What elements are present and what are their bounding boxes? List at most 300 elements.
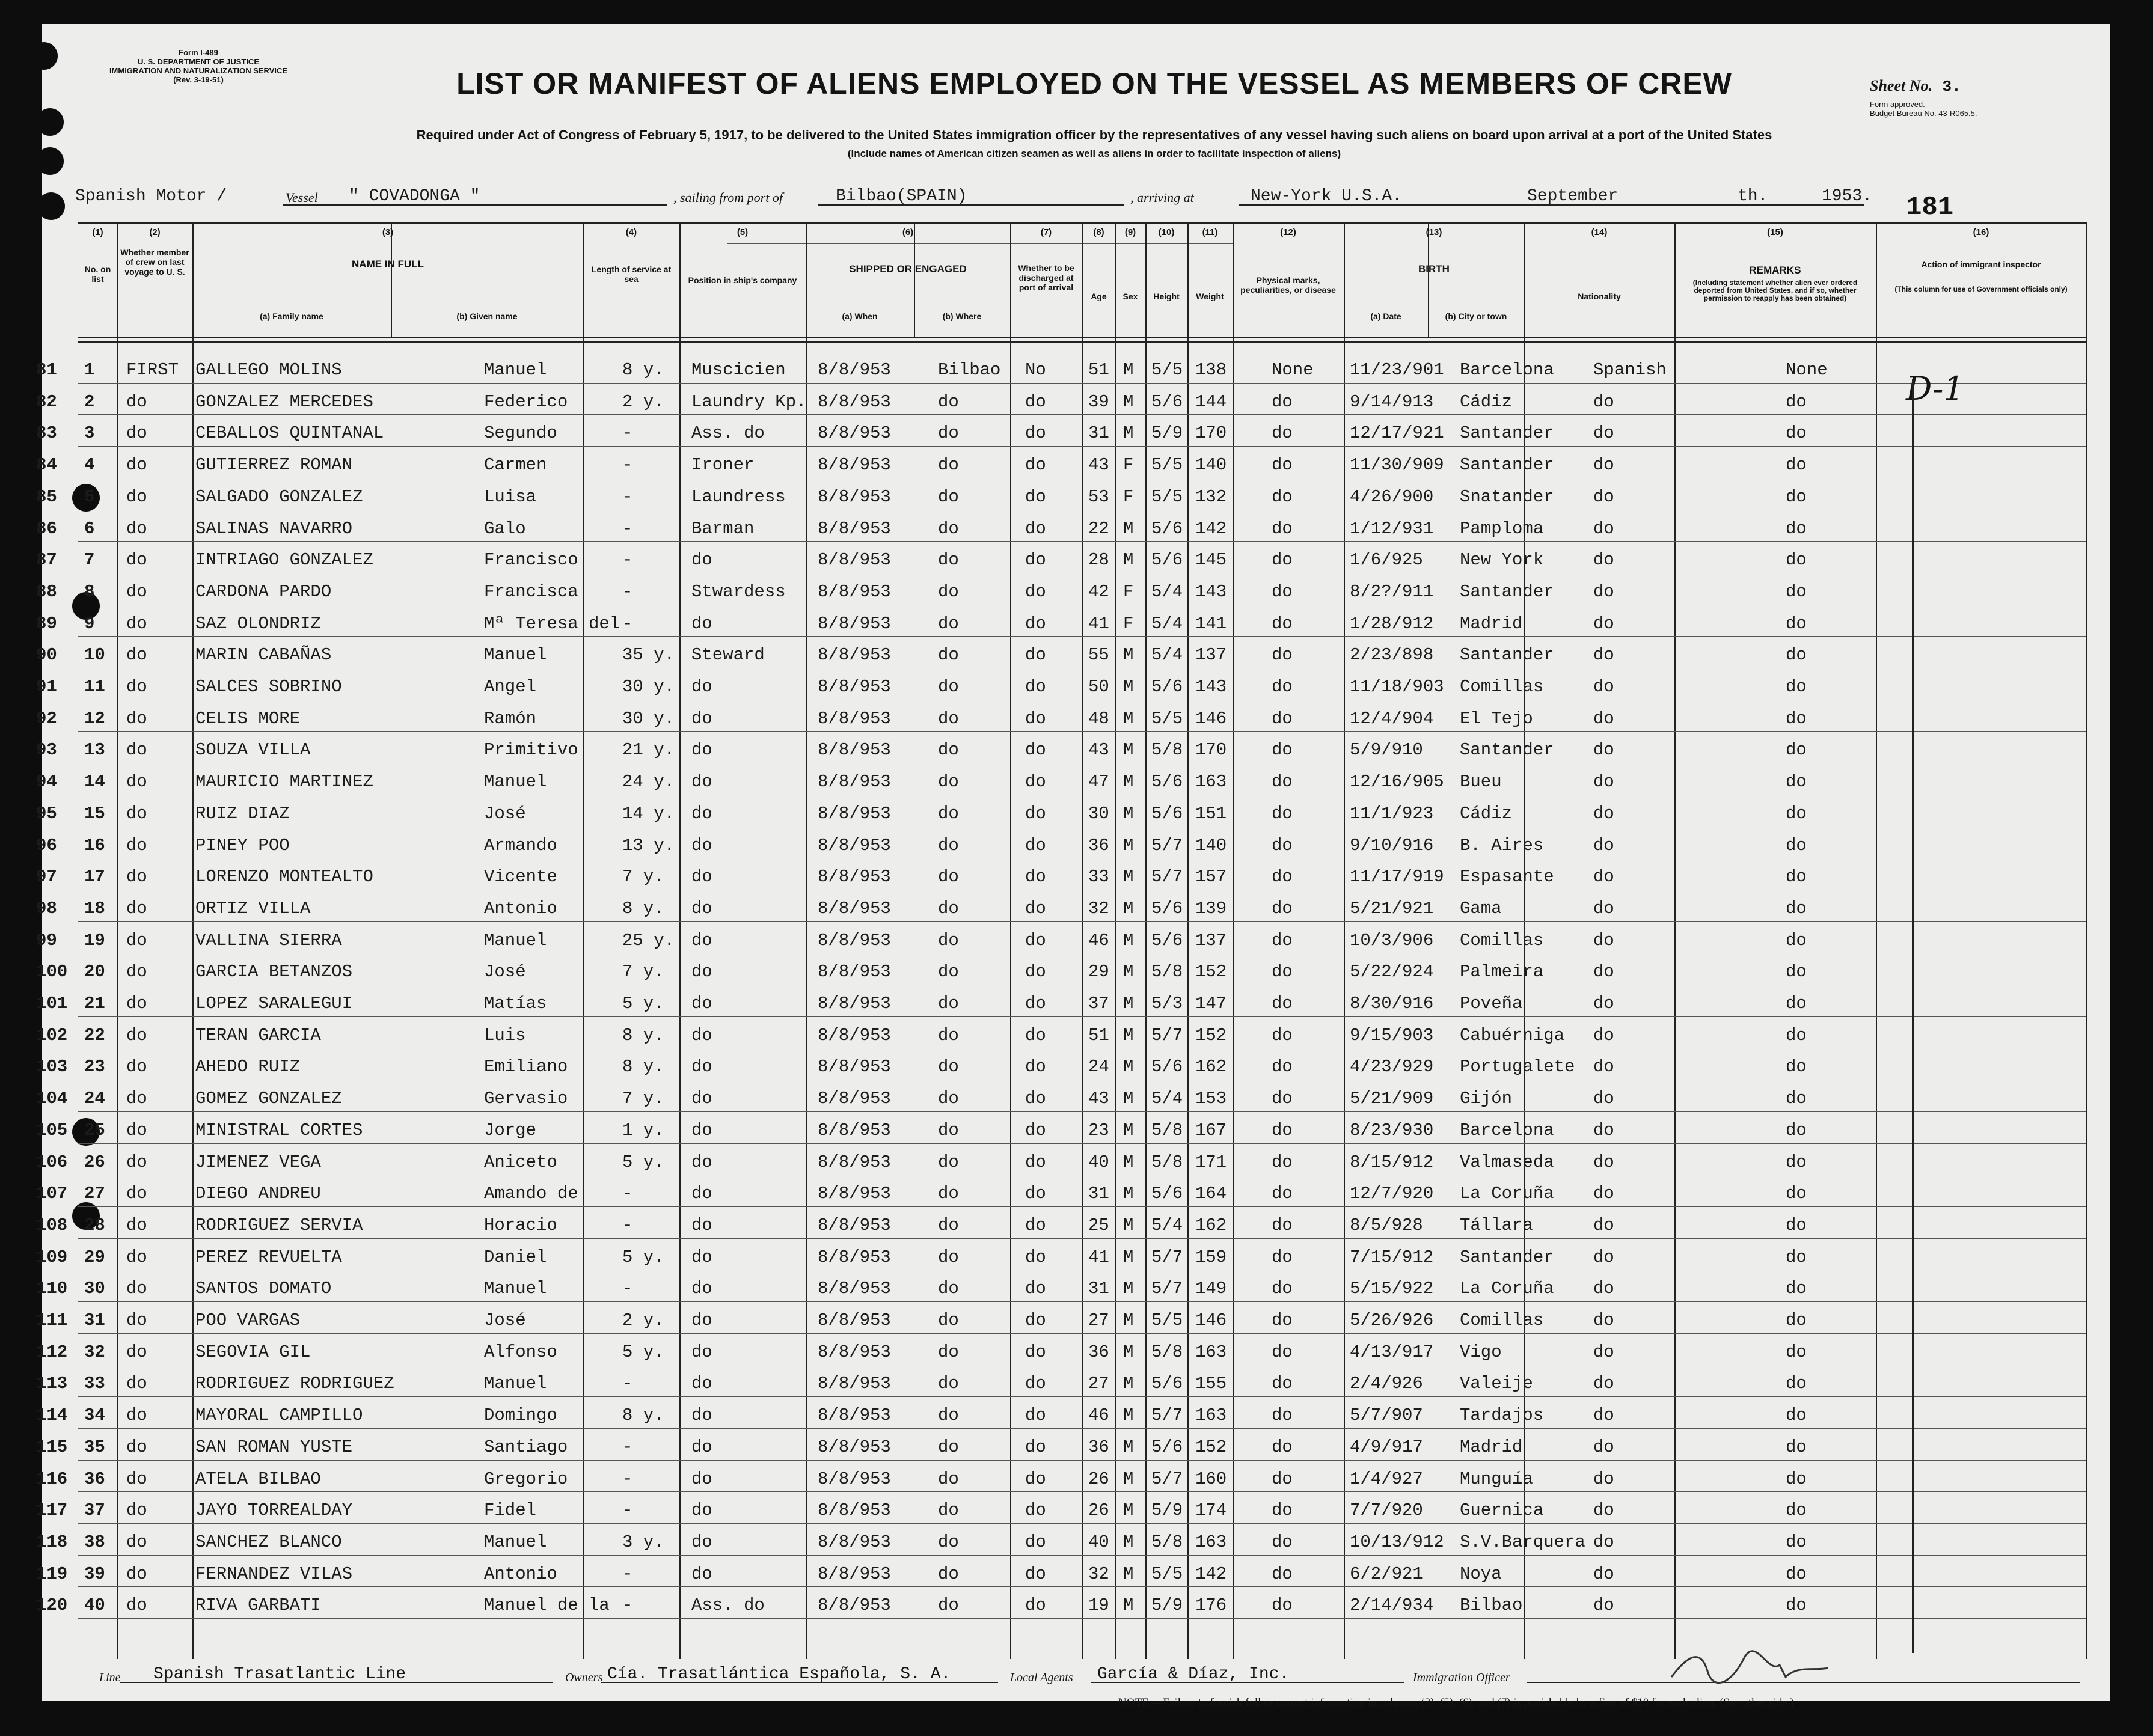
vessel-line — [42, 182, 2110, 212]
birth-city: S.V.Barquera — [1460, 1532, 1585, 1552]
arriving-port: New-York U.S.A. — [1251, 187, 1403, 206]
crew-member-status: do — [126, 1342, 147, 1362]
row-number: 33 — [84, 1374, 105, 1394]
height: 5/6 — [1151, 1057, 1183, 1077]
birth-city: Gama — [1460, 898, 1502, 918]
height: 5/8 — [1151, 1152, 1183, 1172]
header-age: Age — [1091, 292, 1107, 301]
service-length: 2 y. — [622, 1310, 664, 1330]
row-sequence: 98 — [36, 898, 57, 918]
table-row — [36, 1399, 2110, 1431]
age: 33 — [1088, 867, 1109, 887]
service-length: - — [622, 423, 633, 444]
family-name: JAYO TORREALDAY — [195, 1500, 353, 1521]
sex: M — [1123, 1089, 1134, 1109]
header-when: (a) When — [842, 311, 878, 321]
shipped-where: do — [938, 455, 959, 475]
table-row — [36, 385, 2110, 417]
row-rule — [78, 921, 2086, 922]
physical-marks: do — [1272, 1184, 1293, 1204]
shipped-where: do — [938, 1184, 959, 1204]
birth-date: 12/17/921 — [1350, 423, 1444, 444]
birth-date: 9/10/916 — [1350, 835, 1434, 855]
sex: M — [1123, 1405, 1134, 1426]
crew-member-status: do — [126, 518, 147, 539]
service-length: - — [622, 581, 633, 602]
nationality: do — [1593, 1279, 1614, 1299]
discharged: do — [1025, 1405, 1046, 1426]
shipped-when: 8/8/953 — [818, 772, 891, 792]
family-name: SANTOS DOMATO — [195, 1279, 332, 1299]
row-rule — [78, 1586, 2086, 1587]
age: 29 — [1088, 962, 1109, 982]
service-length: 8 y. — [622, 1025, 664, 1045]
row-sequence: 97 — [36, 867, 57, 887]
crew-member-status: do — [126, 1374, 147, 1394]
budget-bureau-line: Budget Bureau No. 43-R065.5. — [1870, 109, 1977, 118]
birth-city: Valmaseda — [1460, 1152, 1554, 1172]
service-length: 5 y. — [622, 1342, 664, 1362]
row-number: 37 — [84, 1500, 105, 1521]
row-sequence: 88 — [36, 581, 57, 602]
service-length: - — [622, 1469, 633, 1489]
owners-label: Owners — [565, 1671, 603, 1684]
colnum: (9) — [1124, 227, 1136, 237]
sex: M — [1123, 962, 1134, 982]
family-name: DIEGO ANDREU — [195, 1184, 321, 1204]
ship-position: do — [691, 1405, 712, 1426]
birth-date: 10/13/912 — [1350, 1532, 1444, 1552]
age: 46 — [1088, 1405, 1109, 1426]
table-row — [36, 448, 2110, 480]
discharged: do — [1025, 518, 1046, 539]
row-sequence: 118 — [36, 1532, 68, 1552]
discharged: do — [1025, 708, 1046, 729]
birth-city: Noya — [1460, 1563, 1502, 1584]
crew-member-status: do — [126, 677, 147, 697]
row-sequence: 94 — [36, 772, 57, 792]
family-name: GALLEGO MOLINS — [195, 360, 342, 380]
discharged: do — [1025, 1374, 1046, 1394]
given-name: José — [484, 803, 526, 824]
row-sequence: 102 — [36, 1025, 68, 1045]
document-instruction: (Include names of American citizen seamen as well as aliens in order to facilitate inspection of aliens) — [847, 148, 1341, 159]
nationality: do — [1593, 1215, 1614, 1235]
birth-city: Santander — [1460, 645, 1554, 665]
physical-marks: do — [1272, 423, 1293, 444]
remarks: do — [1786, 1057, 1807, 1077]
birth-city: Comillas — [1460, 1310, 1544, 1330]
height: 5/6 — [1151, 772, 1183, 792]
nationality: do — [1593, 1469, 1614, 1489]
family-name: ORTIZ VILLA — [195, 898, 311, 918]
birth-city: Poveña — [1460, 994, 1523, 1013]
height: 5/3 — [1151, 994, 1183, 1013]
physical-marks: do — [1272, 1120, 1293, 1140]
ship-position: do — [691, 962, 712, 982]
nationality: do — [1593, 391, 1614, 412]
age: 26 — [1088, 1469, 1109, 1489]
header-action: Action of immigrant inspector — [1921, 260, 2041, 269]
shipped-where: do — [938, 486, 959, 507]
nationality: do — [1593, 1500, 1614, 1521]
remarks: do — [1786, 550, 1807, 570]
remarks: do — [1786, 391, 1807, 412]
physical-marks: do — [1272, 645, 1293, 665]
height: 5/6 — [1151, 930, 1183, 950]
crew-member-status: do — [126, 1025, 147, 1045]
arrival-year: 1953. — [1822, 187, 1873, 206]
birth-city: Santander — [1460, 455, 1554, 475]
shipped-where: do — [938, 1057, 959, 1077]
form-approved-line: Form approved. — [1870, 100, 1925, 109]
nationality: do — [1593, 613, 1614, 634]
height: 5/8 — [1151, 1120, 1183, 1140]
physical-marks: do — [1272, 486, 1293, 507]
birth-date: 8/5/928 — [1350, 1215, 1423, 1235]
nationality: do — [1593, 1310, 1614, 1330]
family-name: SAZ OLONDRIZ — [195, 613, 321, 634]
service-length: 3 y. — [622, 1532, 664, 1552]
row-sequence: 89 — [36, 613, 57, 634]
crew-member-status: do — [126, 581, 147, 602]
discharged: do — [1025, 1563, 1046, 1584]
row-sequence: 113 — [36, 1374, 68, 1394]
birth-date: 5/7/907 — [1350, 1405, 1423, 1426]
age: 51 — [1088, 1025, 1109, 1045]
row-number: 18 — [84, 898, 105, 918]
shipped-when: 8/8/953 — [818, 1025, 891, 1045]
shipped-when: 8/8/953 — [818, 1595, 891, 1616]
family-name: CEBALLOS QUINTANAL — [195, 423, 384, 444]
ship-position: do — [691, 1469, 712, 1489]
service-length: - — [622, 1595, 633, 1616]
birth-date: 1/12/931 — [1350, 518, 1434, 539]
birth-date: 6/2/921 — [1350, 1563, 1423, 1584]
discharged: do — [1025, 645, 1046, 665]
service-length: 30 y. — [622, 677, 675, 697]
table-row — [36, 1462, 2110, 1494]
birth-date: 11/30/909 — [1350, 455, 1444, 475]
ship-position: Stwardess — [691, 581, 786, 602]
row-rule — [78, 414, 2086, 415]
birth-date: 11/17/919 — [1350, 867, 1444, 887]
physical-marks: do — [1272, 1310, 1293, 1330]
weight: 163 — [1195, 1405, 1227, 1426]
row-sequence: 93 — [36, 740, 57, 760]
shipped-when: 8/8/953 — [818, 1089, 891, 1109]
shipped-when: 8/8/953 — [818, 1184, 891, 1204]
row-rule — [78, 446, 2086, 447]
age: 48 — [1088, 708, 1109, 729]
header-where: (b) Where — [942, 311, 982, 321]
weight: 164 — [1195, 1184, 1227, 1204]
row-sequence: 104 — [36, 1089, 68, 1109]
nationality: do — [1593, 1437, 1614, 1457]
birth-city: Santander — [1460, 423, 1554, 444]
ship-position: do — [691, 1215, 712, 1235]
shipped-when: 8/8/953 — [818, 1374, 891, 1394]
nationality: do — [1593, 550, 1614, 570]
birth-date: 4/26/900 — [1350, 486, 1434, 507]
weight: 143 — [1195, 581, 1227, 602]
table-row — [36, 353, 2110, 385]
row-sequence: 120 — [36, 1595, 68, 1616]
row-rule — [78, 541, 2086, 542]
birth-date: 7/15/912 — [1350, 1247, 1434, 1267]
birth-city: Bilbao — [1460, 1595, 1523, 1616]
crew-member-status: do — [126, 772, 147, 792]
height: 5/5 — [1151, 708, 1183, 729]
ship-position: do — [691, 1279, 712, 1299]
given-name: Antonio — [484, 1563, 557, 1584]
shipped-when: 8/8/953 — [818, 1405, 891, 1426]
weight: 155 — [1195, 1374, 1227, 1394]
family-name: SANCHEZ BLANCO — [195, 1532, 342, 1552]
nationality: do — [1593, 581, 1614, 602]
weight: 149 — [1195, 1279, 1227, 1299]
ship-position: do — [691, 1310, 712, 1330]
nationality: do — [1593, 772, 1614, 792]
weight: 140 — [1195, 835, 1227, 855]
discharged: do — [1025, 1057, 1046, 1077]
shipped-when: 8/8/953 — [818, 708, 891, 729]
crew-member-status: do — [126, 455, 147, 475]
ship-position: do — [691, 1025, 712, 1045]
given-name: Emiliano — [484, 1057, 568, 1077]
row-number: 39 — [84, 1563, 105, 1584]
age: 27 — [1088, 1310, 1109, 1330]
row-rule — [78, 1555, 2086, 1556]
birth-date: 8/2?/911 — [1350, 581, 1434, 602]
sex: F — [1123, 486, 1134, 507]
shipped-where: do — [938, 423, 959, 444]
row-rule — [78, 1143, 2086, 1144]
crew-member-status: do — [126, 994, 147, 1013]
row-rule — [78, 636, 2086, 637]
ship-position: do — [691, 677, 712, 697]
ship-position: Ass. do — [691, 1595, 765, 1616]
birth-date: 2/14/934 — [1350, 1595, 1434, 1616]
ship-position: do — [691, 772, 712, 792]
row-rule — [78, 1396, 2086, 1397]
crew-member-status: do — [126, 1405, 147, 1426]
crew-member-status: do — [126, 1279, 147, 1299]
colnum: (4) — [625, 227, 637, 237]
physical-marks: do — [1272, 740, 1293, 760]
crew-member-status: do — [126, 930, 147, 950]
nationality: do — [1593, 835, 1614, 855]
physical-marks: do — [1272, 1089, 1293, 1109]
nationality: do — [1593, 1025, 1614, 1045]
ship-position: do — [691, 708, 712, 729]
remarks: do — [1786, 1184, 1807, 1204]
age: 31 — [1088, 1279, 1109, 1299]
service-length: 21 y. — [622, 740, 675, 760]
physical-marks: do — [1272, 391, 1293, 412]
weight: 157 — [1195, 867, 1227, 887]
crew-member-status: do — [126, 1215, 147, 1235]
weight: 176 — [1195, 1595, 1227, 1616]
height: 5/6 — [1151, 1184, 1183, 1204]
ship-position: do — [691, 1184, 712, 1204]
crew-member-status: do — [126, 898, 147, 918]
given-name: Armando — [484, 835, 557, 855]
nationality: do — [1593, 930, 1614, 950]
weight: 146 — [1195, 1310, 1227, 1330]
height: 5/4 — [1151, 1089, 1183, 1109]
remarks: do — [1786, 1532, 1807, 1552]
shipped-when: 8/8/953 — [818, 1279, 891, 1299]
birth-city: Cádiz — [1460, 391, 1513, 412]
shipped-when: 8/8/953 — [818, 930, 891, 950]
line-value: Spanish Trasatlantic Line — [153, 1665, 406, 1684]
service-length: 2 y. — [622, 391, 664, 412]
row-rule — [78, 1523, 2086, 1524]
physical-marks: do — [1272, 677, 1293, 697]
row-sequence: 95 — [36, 803, 57, 824]
row-number: 17 — [84, 867, 105, 887]
family-name: RUIZ DIAZ — [195, 803, 290, 824]
colnum: (11) — [1202, 227, 1218, 237]
age: 36 — [1088, 835, 1109, 855]
shipped-when: 8/8/953 — [818, 1057, 891, 1077]
remarks: do — [1786, 772, 1807, 792]
given-name: Ramón — [484, 708, 537, 729]
remarks: do — [1786, 677, 1807, 697]
table-row — [36, 1589, 2110, 1621]
row-number: 19 — [84, 930, 105, 950]
row-rule — [78, 731, 2086, 732]
shipped-where: do — [938, 1025, 959, 1045]
remarks: do — [1786, 1152, 1807, 1172]
given-name: Luis — [484, 1025, 526, 1045]
birth-city: Santander — [1460, 581, 1554, 602]
given-name: Domingo — [484, 1405, 557, 1426]
birth-date: 9/15/903 — [1350, 1025, 1434, 1045]
colnum: (1) — [92, 227, 103, 237]
weight: 160 — [1195, 1469, 1227, 1489]
shipped-when: 8/8/953 — [818, 803, 891, 824]
sex: M — [1123, 1437, 1134, 1457]
weight: 170 — [1195, 740, 1227, 760]
discharged: do — [1025, 1342, 1046, 1362]
ship-position: Laundry Kp. — [691, 391, 807, 412]
physical-marks: do — [1272, 1342, 1293, 1362]
vessel-type: Spanish Motor / — [75, 187, 227, 206]
weight: 162 — [1195, 1057, 1227, 1077]
physical-marks: do — [1272, 1437, 1293, 1457]
family-name: MARIN CABAÑAS — [195, 645, 332, 665]
height: 5/6 — [1151, 518, 1183, 539]
header-discharged: Whether to be discharged at port of arrival — [1018, 263, 1074, 292]
owners-value: Cía. Trasatlántica Española, S. A. — [607, 1665, 951, 1684]
colnum: (6) — [902, 227, 914, 237]
given-name: Gregorio — [484, 1469, 568, 1489]
birth-date: 11/18/903 — [1350, 677, 1444, 697]
table-row — [36, 575, 2110, 607]
birth-date: 1/6/925 — [1350, 550, 1423, 570]
colnum: (12) — [1280, 227, 1296, 237]
age: 36 — [1088, 1342, 1109, 1362]
remarks: do — [1786, 1215, 1807, 1235]
service-length: - — [622, 1437, 633, 1457]
birth-city: Valeije — [1460, 1374, 1533, 1394]
shipped-where: Bilbao — [938, 360, 1001, 380]
physical-marks: do — [1272, 772, 1293, 792]
service-length: 24 y. — [622, 772, 675, 792]
given-name: Mª Teresa del — [484, 613, 620, 634]
crew-member-status: do — [126, 391, 147, 412]
nationality: do — [1593, 740, 1614, 760]
height: 5/4 — [1151, 1215, 1183, 1235]
remarks: do — [1786, 1025, 1807, 1045]
table-row — [36, 1367, 2110, 1399]
height: 5/8 — [1151, 962, 1183, 982]
discharged: do — [1025, 962, 1046, 982]
row-rule — [78, 1206, 2086, 1207]
ship-position: do — [691, 1374, 712, 1394]
table-row — [36, 765, 2110, 797]
sex: M — [1123, 1152, 1134, 1172]
nationality: do — [1593, 898, 1614, 918]
ship-position: do — [691, 1247, 712, 1267]
height: 5/7 — [1151, 1469, 1183, 1489]
row-number: 20 — [84, 962, 105, 982]
shipped-when: 8/8/953 — [818, 1247, 891, 1267]
nationality: do — [1593, 1374, 1614, 1394]
family-name: AHEDO RUIZ — [195, 1057, 301, 1077]
given-name: Federico — [484, 391, 568, 412]
discharged: do — [1025, 550, 1046, 570]
weight: 170 — [1195, 423, 1227, 444]
birth-date: 8/15/912 — [1350, 1152, 1434, 1172]
table-row — [36, 1304, 2110, 1336]
table-row — [36, 1019, 2110, 1051]
birth-city: Cádiz — [1460, 803, 1513, 824]
remarks: do — [1786, 1279, 1807, 1299]
given-name: Jorge — [484, 1120, 537, 1140]
row-number: 25 — [84, 1120, 105, 1140]
shipped-where: do — [938, 835, 959, 855]
birth-city: El Tejo — [1460, 708, 1533, 729]
remarks: do — [1786, 708, 1807, 729]
service-length: 7 y. — [622, 1089, 664, 1109]
nationality: do — [1593, 1152, 1614, 1172]
weight: 153 — [1195, 1089, 1227, 1109]
row-number: 15 — [84, 803, 105, 824]
discharged: do — [1025, 613, 1046, 634]
shipped-where: do — [938, 391, 959, 412]
discharged: do — [1025, 1025, 1046, 1045]
family-name: RODRIGUEZ SERVIA — [195, 1215, 363, 1235]
weight: 163 — [1195, 772, 1227, 792]
height: 5/8 — [1151, 1532, 1183, 1552]
sex: M — [1123, 1563, 1134, 1584]
discharged: do — [1025, 1215, 1046, 1235]
discharged: do — [1025, 391, 1046, 412]
header-nationality: Nationality — [1578, 292, 1621, 301]
row-number: 22 — [84, 1025, 105, 1045]
nationality: do — [1593, 1247, 1614, 1267]
birth-city: Barcelona — [1460, 360, 1554, 380]
shipped-when: 8/8/953 — [818, 1469, 891, 1489]
shipped-where: do — [938, 1595, 959, 1616]
crew-member-status: do — [126, 1120, 147, 1140]
given-name: Manuel — [484, 1279, 547, 1299]
physical-marks: do — [1272, 1500, 1293, 1521]
header-birth-date: (a) Date — [1370, 311, 1401, 321]
